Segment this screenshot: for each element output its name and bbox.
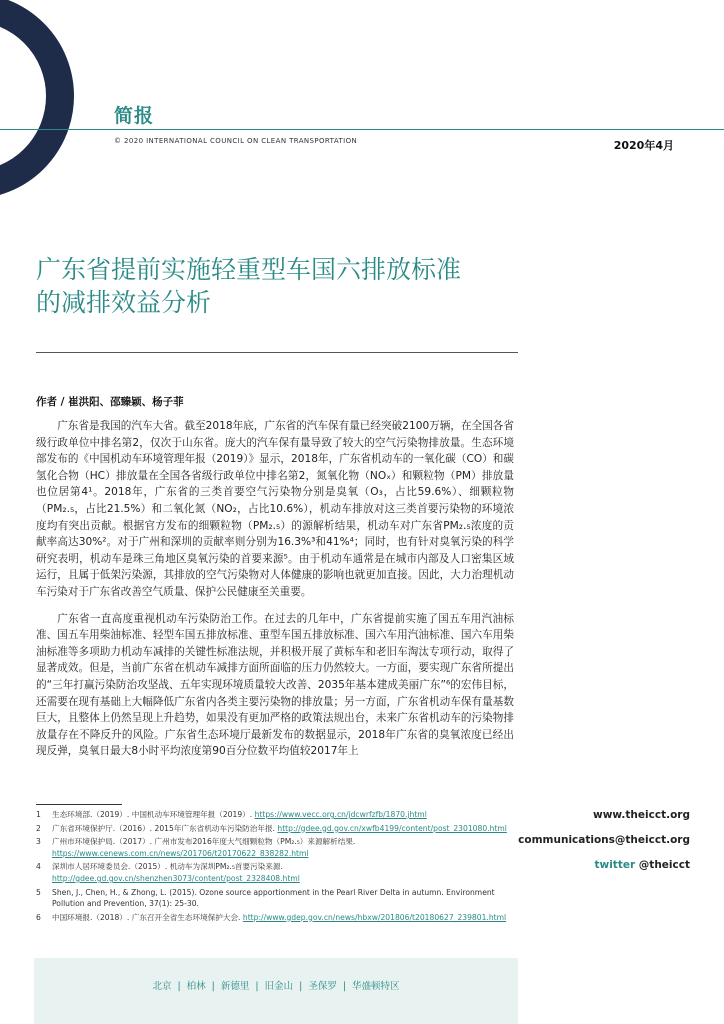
footnote-link[interactable]: http://gdee.gd.gov.cn/shenzhen3073/content/post_2328408.html: [52, 873, 300, 883]
separator: |: [299, 981, 303, 992]
footnote: [36, 861, 518, 884]
footnote-number: 2: [36, 823, 41, 833]
header-divider: [0, 129, 724, 130]
brief-title: 简报: [114, 105, 155, 127]
separator: |: [177, 981, 181, 992]
website-link[interactable]: www.theicct.org: [593, 809, 690, 821]
twitter-label: twitter: [594, 859, 636, 871]
body-paragraph: 广东省是我国的汽车大省。截至2018年底，广东省的汽车保有量已经突破2100万辆，在全国各省级行政单位中排名第2，仅次于山东省。庞大的汽车保有量导致了较大的空气污染物排放量。生态环境部发布的《中国机动车环境管理年报（2019）》显示，2018年，广东省机动车的一氧化碳（CO）和碳氢化合物（HC）排放量在全国各省级行政单位中排名第2，氮氧化物（NOₓ）和颗粒物（PM）排放量也位居第4¹。2018年，广东省的三类首要空气污染物分别是臭氧（O₃，占比59.6%）、细颗粒物（PM₂.₅，占比21.5%）和二氧化氮（NO₂，占比10.6%），机动车排放对这三类首要污染物的环境浓度均有突出贡献。根据官方发布的细颗粒物（PM₂.₅）的源解析结果，机动车对广东省PM₂.₅浓度的贡献率高达30%²。对于广州和深圳的贡献率则分别为16.3%³和41%⁴；同时，也有针对臭氧污染的科学研究表明，机动车是珠三角地区臭氧污染的首要来源⁵。由于机动车通常是在城市内部及人口密集区域运行，且属于低架污染源，其排放的空气污染物对人体健康的影响也就更加直接。因此，大力治理机动车污染对于广东省改善空气质量、保护公民健康至关重要。: [36, 420, 514, 598]
body-text: [36, 418, 514, 770]
office-location: 柏林: [186, 981, 206, 992]
twitter-link[interactable]: [518, 859, 690, 871]
footnote-text: [52, 861, 518, 884]
separator: |: [211, 981, 215, 992]
footnote-citation: 中国环境报.（2018）. 广东召开全省生态环境保护大会.: [52, 912, 243, 922]
footnote-text: [52, 887, 518, 910]
footnote: [36, 809, 518, 821]
office-locations-bar: [34, 958, 518, 1024]
footnote-number: 6: [36, 912, 41, 922]
decorative-arc: [0, 0, 74, 199]
office-location: 新德里: [220, 981, 250, 992]
footnote-text: [52, 836, 518, 859]
title-line-2: 的减排效益分析: [36, 288, 212, 317]
office-location: 华盛顿特区: [352, 981, 400, 992]
footnote: [36, 836, 518, 859]
contact-info: [518, 809, 690, 884]
footnotes-list: [36, 809, 518, 925]
footnote-citation: 广州市环境保护局.（2017）. 广州市发布2016年度大气细颗粒物（PM₂.₅）来源解析结果.: [52, 837, 356, 847]
twitter-handle: @theicct: [635, 859, 690, 871]
footnote-text: [52, 823, 518, 835]
footnote-number: 3: [36, 837, 41, 847]
office-location: 旧金山: [264, 981, 294, 992]
footnote-link[interactable]: http://www.gdep.gov.cn/news/hbxw/201806/t20180627_239801.html: [242, 912, 507, 922]
footnote: [36, 912, 518, 924]
footnote-text: [52, 809, 518, 821]
publication-date: 2020年4月: [613, 139, 674, 152]
title-line-1: 广东省提前实施轻重型车国六排放标准: [36, 255, 462, 284]
footnote-link[interactable]: https://www.vecc.org.cn/jdcwrfzfb/1870.jhtml: [254, 810, 427, 819]
footnote-citation: 生态环境部.（2019）. 中国机动车环境管理年报（2019）.: [52, 810, 255, 819]
footnote: [36, 823, 518, 835]
footnote-number: 4: [36, 862, 41, 872]
body-paragraph: 广东省一直高度重视机动车污染防治工作。在过去的几年中，广东省提前实施了国五车用汽油标准、国五车用柴油标准、轻型车国五排放标准、重型车国五排放标准、国六车用汽油标准、国六车用柴油标准等多项助力机动车减排的关键性标准法规，并积极开展了黄标车和老旧车淘汰专项行动，取得了显著成效。但是，当前广东省在机动车减排方面所面临的压力仍然较大。一方面，要实现广东省所提出的“三年打赢污染防治攻坚战、五年实现环境质量较大改善、2035年基本建成美丽广东”⁶的宏伟目标，还需要在现有基础上大幅降低广东省内各类主要污染物的排放量；另一方面，广东省机动车保有量基数巨大，且整体上仍然呈现上升趋势，如果没有更加严格的政策法规出台，未来广东省机动车的污染物排放量存在不降反升的风险。广东省生态环境厅最新发布的数据显示，2018年广东省的臭氧浓度已经出现反弹，臭氧日最大8小时平均浓度第90百分位数平均值较2017年上: [36, 612, 514, 758]
separator: |: [255, 981, 259, 992]
email-link[interactable]: communications@theicct.org: [518, 834, 690, 846]
office-location: 圣保罗: [308, 981, 337, 992]
title-divider: [36, 352, 518, 353]
footnote-divider: [36, 804, 122, 805]
footnote-number: 1: [36, 810, 41, 819]
footnote-link[interactable]: https://www.cenews.com.cn/news/201706/t20170622_838282.html: [52, 848, 309, 858]
authors-line: 作者 / 崔洪阳、邵臻颖、杨子菲: [36, 396, 184, 408]
footnote: [36, 887, 518, 910]
page-title: [36, 253, 526, 319]
footnote-number: 5: [36, 887, 41, 897]
separator: |: [342, 981, 347, 992]
footnote-citation: 深圳市人居环境委员会.（2015）. 机动车为深圳PM₂.₅首要污染来源.: [52, 862, 283, 872]
footnote-text: [52, 912, 518, 924]
copyright-notice: © 2020 INTERNATIONAL COUNCIL ON CLEAN TRANSPORTATION: [114, 137, 358, 145]
footnote-link[interactable]: http://gdee.gd.gov.cn/xwfb4199/content/post_2301080.html: [277, 823, 507, 833]
footnote-citation: Shen, J., Chen, H., & Zhong, L. (2015). Ozone source apportionment in the Pearl River Delta in autumn. Environment Pollution and Prevention, 37(1): 25-30.: [52, 887, 495, 909]
office-location: 北京: [152, 981, 172, 992]
footnote-citation: 广东省环境保护厅.（2016）. 2015年广东省机动车污染防治年报.: [52, 823, 278, 833]
